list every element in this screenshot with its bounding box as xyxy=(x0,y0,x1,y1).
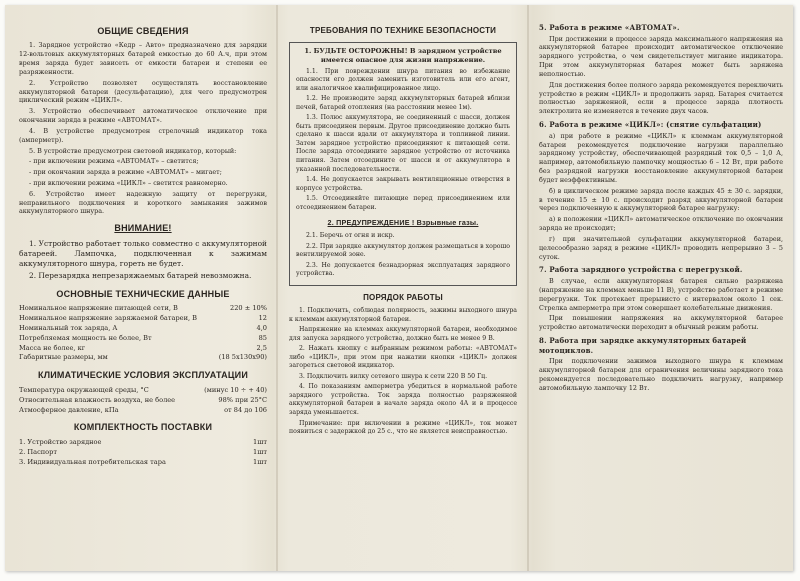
climate-label: Атмосферное давление, кПа xyxy=(19,405,119,414)
tech-row xyxy=(19,324,267,334)
kit-row xyxy=(19,458,267,468)
tech-label: Масса не более, кг xyxy=(19,343,86,352)
section-6-para: б) в циклическом режиме заряда после каждых 45 ± 30 с. зарядки, в течение 15 ± 10 с. происходит разряд аккумуляторной батареи через подключенную к аккумуляторной батарее нагрузку: xyxy=(539,186,783,213)
general-para: - при окончании заряда в режиме «АВТОМАТ» – мигает; xyxy=(29,168,222,177)
caution-title: 2. ПРЕДУПРЕЖДЕНИЕ ! Взрывные газы. xyxy=(327,218,479,228)
general-para: - при включении режима «АВТОМАТ» – светится; xyxy=(29,157,199,166)
column-right xyxy=(539,19,783,563)
climate-row xyxy=(19,386,267,396)
tech-row xyxy=(19,344,267,354)
order-para: 1. Подключить, соблюдая полярность, зажимы выходного шнура к клеммам аккумуляторной батареи. xyxy=(289,306,517,323)
attention-title: ВНИМАНИЕ! xyxy=(114,223,172,234)
climate-table xyxy=(19,386,267,416)
tech-value: 4,0 xyxy=(256,323,267,332)
kit-row xyxy=(19,448,267,458)
climate-row xyxy=(19,406,267,416)
tech-label: Номинальный ток заряда, А xyxy=(19,323,118,332)
general-list xyxy=(19,41,267,216)
general-para: 3. Устройство обеспечивает автоматическое отключение при окончании заряда в режиме «АВТОМАТ». xyxy=(19,107,267,125)
caution-para: 2.2. При зарядке аккумулятор должен размещаться в хорошо вентилируемой зоне. xyxy=(296,242,510,259)
tech-value: (18 5х130х90) xyxy=(218,353,267,362)
tech-row xyxy=(19,314,267,324)
tech-title: ОСНОВНЫЕ ТЕХНИЧЕСКИЕ ДАННЫЕ xyxy=(56,288,230,299)
tech-table xyxy=(19,304,267,363)
section-5-title: 5. Работа в режиме «АВТОМАТ». xyxy=(539,23,680,32)
column-left xyxy=(19,19,267,563)
attention-para: 1. Устройство работает только совместно с аккумуляторной батареей. Лампочка, подключенная к зажимам аккумуляторного шнура, гореть не будет. xyxy=(19,238,267,269)
general-para: 2. Устройство позволяет осуществлять восстановление аккумуляторной батареи (десульфатацию), для чего предусмотрен циклический режим «ЦИКЛ». xyxy=(19,78,267,105)
safety-para: 1.5. Отсоединяйте питающие перед присоединением или отсоединением батареи. xyxy=(296,195,510,211)
column-middle xyxy=(289,19,517,563)
general-para: 6. Устройство имеет надежную защиту от перегрузки, неправильного подключения и короткого замыкания зажимов аккумуляторного шнура. xyxy=(19,189,267,216)
climate-row xyxy=(19,396,267,406)
kit-table xyxy=(19,438,267,468)
kit-value: 1шт xyxy=(253,437,267,446)
kit-title: КОМПЛЕКТНОСТЬ ПОСТАВКИ xyxy=(73,422,213,433)
general-para: 4. В устройстве предусмотрен стрелочный индикатор тока (амперметр). xyxy=(19,126,267,144)
climate-title: КЛИМАТИЧЕСКИЕ УСЛОВИЯ ЭКСПЛУАТАЦИИ xyxy=(38,370,248,381)
order-title: ПОРЯДОК РАБОТЫ xyxy=(363,292,443,302)
fold-line-left xyxy=(276,5,278,571)
tech-row xyxy=(19,334,267,344)
safety-box xyxy=(289,42,517,286)
general-para: - при включении режима «ЦИКЛ» – светится равномерно. xyxy=(29,179,228,187)
order-para: 4. По показаниям амперметра убедиться в нормальной работе зарядного устройства. Ток заряда полностью разряженной аккумуляторной батареи в начале заряда около 4А и в процессе заряда уменьшается. xyxy=(289,383,517,416)
caution-para: 2.3. Не допускается безнадзорная эксплуатация зарядного устройства. xyxy=(296,261,510,278)
climate-value: от 84 до 106 xyxy=(224,405,267,414)
safety-title: ТРЕБОВАНИЯ ПО ТЕХНИКЕ БЕЗОПАСНОСТИ xyxy=(309,26,497,35)
section-6-para: г) при значительной сульфатации аккумуляторной батареи, целесообразно заряд в режиме «ЦИКЛ» проводить непрерывно 3 – 5 суток. xyxy=(539,234,783,261)
order-para: Примечание: при включении в режиме «ЦИКЛ», ток может появиться с задержкой до 25 с., что не является неисправностью. xyxy=(289,419,517,436)
section-7-para: При повышении напряжения на аккумуляторной батарее устройство автоматически переходит в обычный режим работы. xyxy=(539,314,783,332)
tech-value: 12 xyxy=(258,313,267,322)
section-7-para: В случае, если аккумуляторная батарея сильно разряжена (напряжение на клеммах меньше 11 В), устройство работает в режиме перегрузки. Ток протекает прерывисто с интервалом около 1 сек. Стрелка амперметра при этом совершает колебательные движения. xyxy=(539,277,783,312)
tech-value: 2,5 xyxy=(256,343,267,352)
general-title: ОБЩИЕ СВЕДЕНИЯ xyxy=(97,26,189,36)
tech-row xyxy=(19,353,267,363)
kit-value: 1шт xyxy=(253,447,267,456)
kit-value: 1шт xyxy=(253,457,267,466)
tech-row xyxy=(19,304,267,314)
section-6-para: а) при работе в режиме «ЦИКЛ» к клеммам аккумуляторной батареи рекомендуется подключение нагрузки параллельно зарядному устройству, обеспечивающей разрядный ток 0,5 – 1,0 А, например, автомобильную лампочку мощностью 6 – 12 Вт, при работе без разрядной нагрузки восстановление аккумуляторной батареи будет неэффективным. xyxy=(539,131,783,184)
kit-label: 2. Паспорт xyxy=(19,447,57,456)
climate-value: 98% при 25°С xyxy=(218,395,267,404)
attention-para: 2. Перезарядка непрезаряжаемых батарей невозможна. xyxy=(29,271,252,281)
safety-para: 1.2. Не производите заряд аккумуляторных батарей вблизи печей, батарей отопления (на расстоянии менее 1м). xyxy=(296,95,510,111)
caution-para: 2.1. Беречь от огня и искр. xyxy=(306,232,395,240)
safety-para: 1.1. При повреждении шнура питания во избежание опасности его должен заменить изготовитель или его агент, или аналогичное квалифицированное лицо. xyxy=(296,67,510,92)
tech-label: Потребляемая мощность не более, Вт xyxy=(19,333,152,342)
section-6-title: 6. Работа в режиме «ЦИКЛ»: (снятие сульфатации) xyxy=(539,120,762,130)
section-5-para: Для достижения более полного заряда рекомендуется переключить устройство в режим «ЦИКЛ» и продолжить заряд. Батарея считается полностью заряженной, если в процессе заряда плотность электролита не изменяется в течение двух часов. xyxy=(539,80,783,116)
general-para: 1. Зарядное устройство «Кедр – Авто» предназначено для зарядки 12-вольтовых аккумуляторных батарей емкостью до 60 А.ч, при этом время заряда будет зависеть от емкости батареи и степени ее разряженности. xyxy=(19,41,267,76)
order-para: 2. Нажать кнопку с выбранным режимом работы: «АВТОМАТ» либо «ЦИКЛ», при этом при нажатии кнопки «ЦИКЛ» должен загореться световой индикатор. xyxy=(289,345,517,370)
general-para: 5. В устройстве предусмотрен световой индикатор, который: xyxy=(29,146,237,155)
section-5-para: При достижении в процессе заряда максимального напряжения на аккумуляторной батарее происходит автоматическое отключение зарядного устройства, о чем свидетельствует мигание индикатора. При этом аккумуляторная батарея может быть заряжена неполностью. xyxy=(539,34,783,78)
kit-label: 1. Устройство зарядное xyxy=(19,437,102,446)
safety-warning: 1. БУДЬТЕ ОСТОРОЖНЫ! В зарядном устройстве имеется опасное для жизни напряжение. xyxy=(304,47,502,65)
climate-label: Относительная влажность воздуха, не более xyxy=(19,395,176,404)
order-para: Напряжение на клеммах аккумуляторной батареи, необходимое для запуска зарядного устройства, должно быть не менее 9 В. xyxy=(289,326,517,342)
kit-row xyxy=(19,438,267,448)
climate-label: Температура окружающей среды, °С xyxy=(19,385,149,394)
tech-value: 85 xyxy=(258,333,267,342)
safety-para: 1.4. Не допускается закрывать вентиляционные отверстия в корпусе устройства. xyxy=(296,176,510,192)
section-7-title: 7. Работа зарядного устройства с перегрузкой. xyxy=(539,265,743,275)
section-8-para: При подключении зажимов выходного шнура к клеммам аккумуляторной батареи для ограничения величины зарядного тока рекомендуется последовательно подключить нагрузку, например автомобильную лампочку 12 Вт. xyxy=(539,357,783,392)
section-6-para: а) в положении «ЦИКЛ» автоматическое отключение по окончании заряда не происходит; xyxy=(539,215,783,233)
order-para: 3. Подключить вилку сетевого шнура к сети 220 В 50 Гц. xyxy=(299,372,488,380)
tech-label: Номинальное напряжение заряжаемой батареи, В xyxy=(19,313,197,322)
tech-value: 220 ± 10% xyxy=(230,304,267,312)
safety-para: 1.3. Полюс аккумулятора, не соединенный с шасси, должен быть присоединен первым. Другое присоединение должно быть сделано к шасси вдали от аккумулятора и топливной линии. Затем зарядное устройство присоединяют к питающей сети. После заряда отсоедините зарядное устройство от источника питания. Затем отсоедините от шасси и от аккумулятора в указанной последовательности. xyxy=(296,114,510,173)
leaflet-sheet xyxy=(5,5,793,571)
kit-label: 3. Индивидуальная потребительская тара xyxy=(19,457,166,466)
tech-label: Номинальное напряжение питающей сети, В xyxy=(19,304,178,312)
section-8-title: 8. Работа при зарядке аккумуляторных батарей мотоциклов. xyxy=(539,335,747,355)
tech-label: Габаритные размеры, мм xyxy=(19,353,108,362)
fold-line-right xyxy=(527,5,529,571)
climate-value: (минус 10 ÷ + 40) xyxy=(204,385,267,394)
